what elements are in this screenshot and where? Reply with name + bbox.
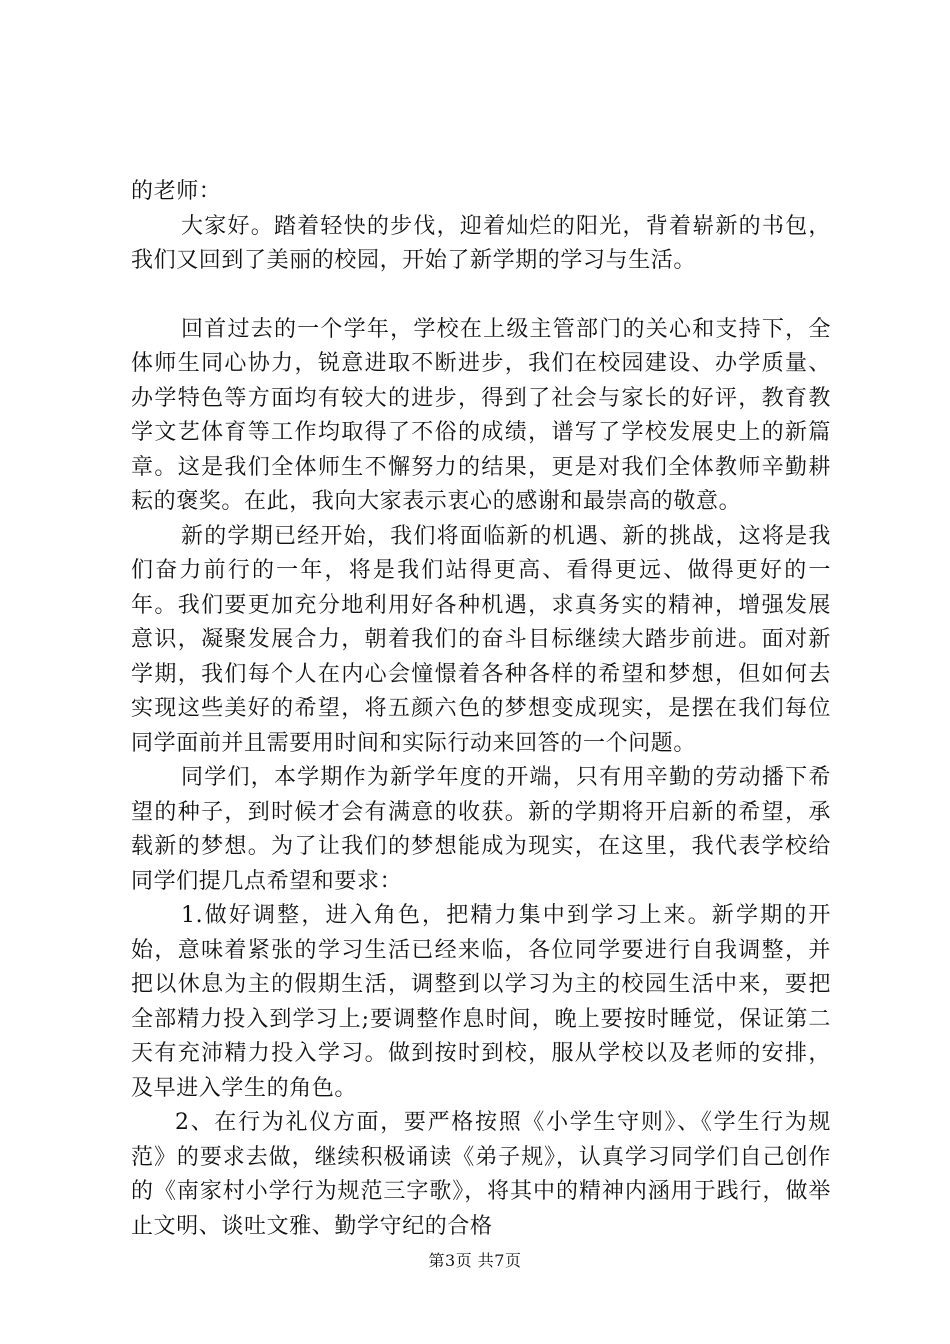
document-body	[131, 175, 831, 1244]
paragraph-new-semester: 新的学期已经开始，我们将面临新的机遇、新的挑战，这将是我们奋力前行的一年，将是我们站得更高、看得更远、做得更好的一年。我们要更加充分地利用好各种机遇，求真务实的精神，增强发展意识，凝聚发展合力，朝着我们的奋斗目标继续大踏步前进。面对新学期，我们每个人在内心会憧憬着各种各样的希望和梦想，但如何去实现这些美好的希望，将五颜六色的梦想变成现实，是摆在我们每位同学面前并且需要用时间和实际行动来回答的一个问题。	[131, 523, 831, 756]
paragraph-item-2: 2、在行为礼仪方面，要严格按照《小学生守则》、《学生行为规范》的要求去做，继续积极诵读《弟子规》，认真学习同学们自己创作的《南家村小学行为规范三字歌》，将其中的精神内涵用于践行，做举止文明、谈吐文雅、勤学守纪的合格	[131, 1110, 831, 1239]
paragraph-salutation: 的老师：	[131, 179, 222, 204]
paragraph-item-1: 1.做好调整，进入角色，把精力集中到学习上来。新学期的开始，意味着紧张的学习生活已经来临，各位同学要进行自我调整，并把以休息为主的假期生活，调整到以学习为主的校园生活中来，要把全部精力投入到学习上;要调整作息时间，晚上要按时睡觉，保证第二天有充沛精力投入学习。做到按时到校，服从学校以及老师的安排，及早进入学生的角色。	[131, 903, 831, 1101]
paragraph-greeting: 大家好。踏着轻快的步伐，迎着灿烂的阳光，背着崭新的书包，我们又回到了美丽的校园，开始了新学期的学习与生活。	[131, 213, 831, 273]
paragraph-hopes: 同学们，本学期作为新学年度的开端，只有用辛勤的劳动播下希望的种子，到时候才会有满意的收获。新的学期将开启新的希望，承载新的梦想。为了让我们的梦想能成为现实，在这里，我代表学校给同学们提几点希望和要求：	[131, 765, 831, 894]
page-footer: 第3页 共7页	[428, 1251, 522, 1270]
paragraph-review: 回首过去的一个学年，学校在上级主管部门的关心和支持下，全体师生同心协力，锐意进取不断进步，我们在校园建设、办学质量、办学特色等方面均有较大的进步，得到了社会与家长的好评，教育教学文艺体育等工作均取得了不俗的成绩，谱写了学校发展史上的新篇章。这是我们全体师生不懈努力的结果，更是对我们全体教师辛勤耕耘的褒奖。在此，我向大家表示衷心的感谢和最崇高的敬意。	[131, 316, 831, 514]
